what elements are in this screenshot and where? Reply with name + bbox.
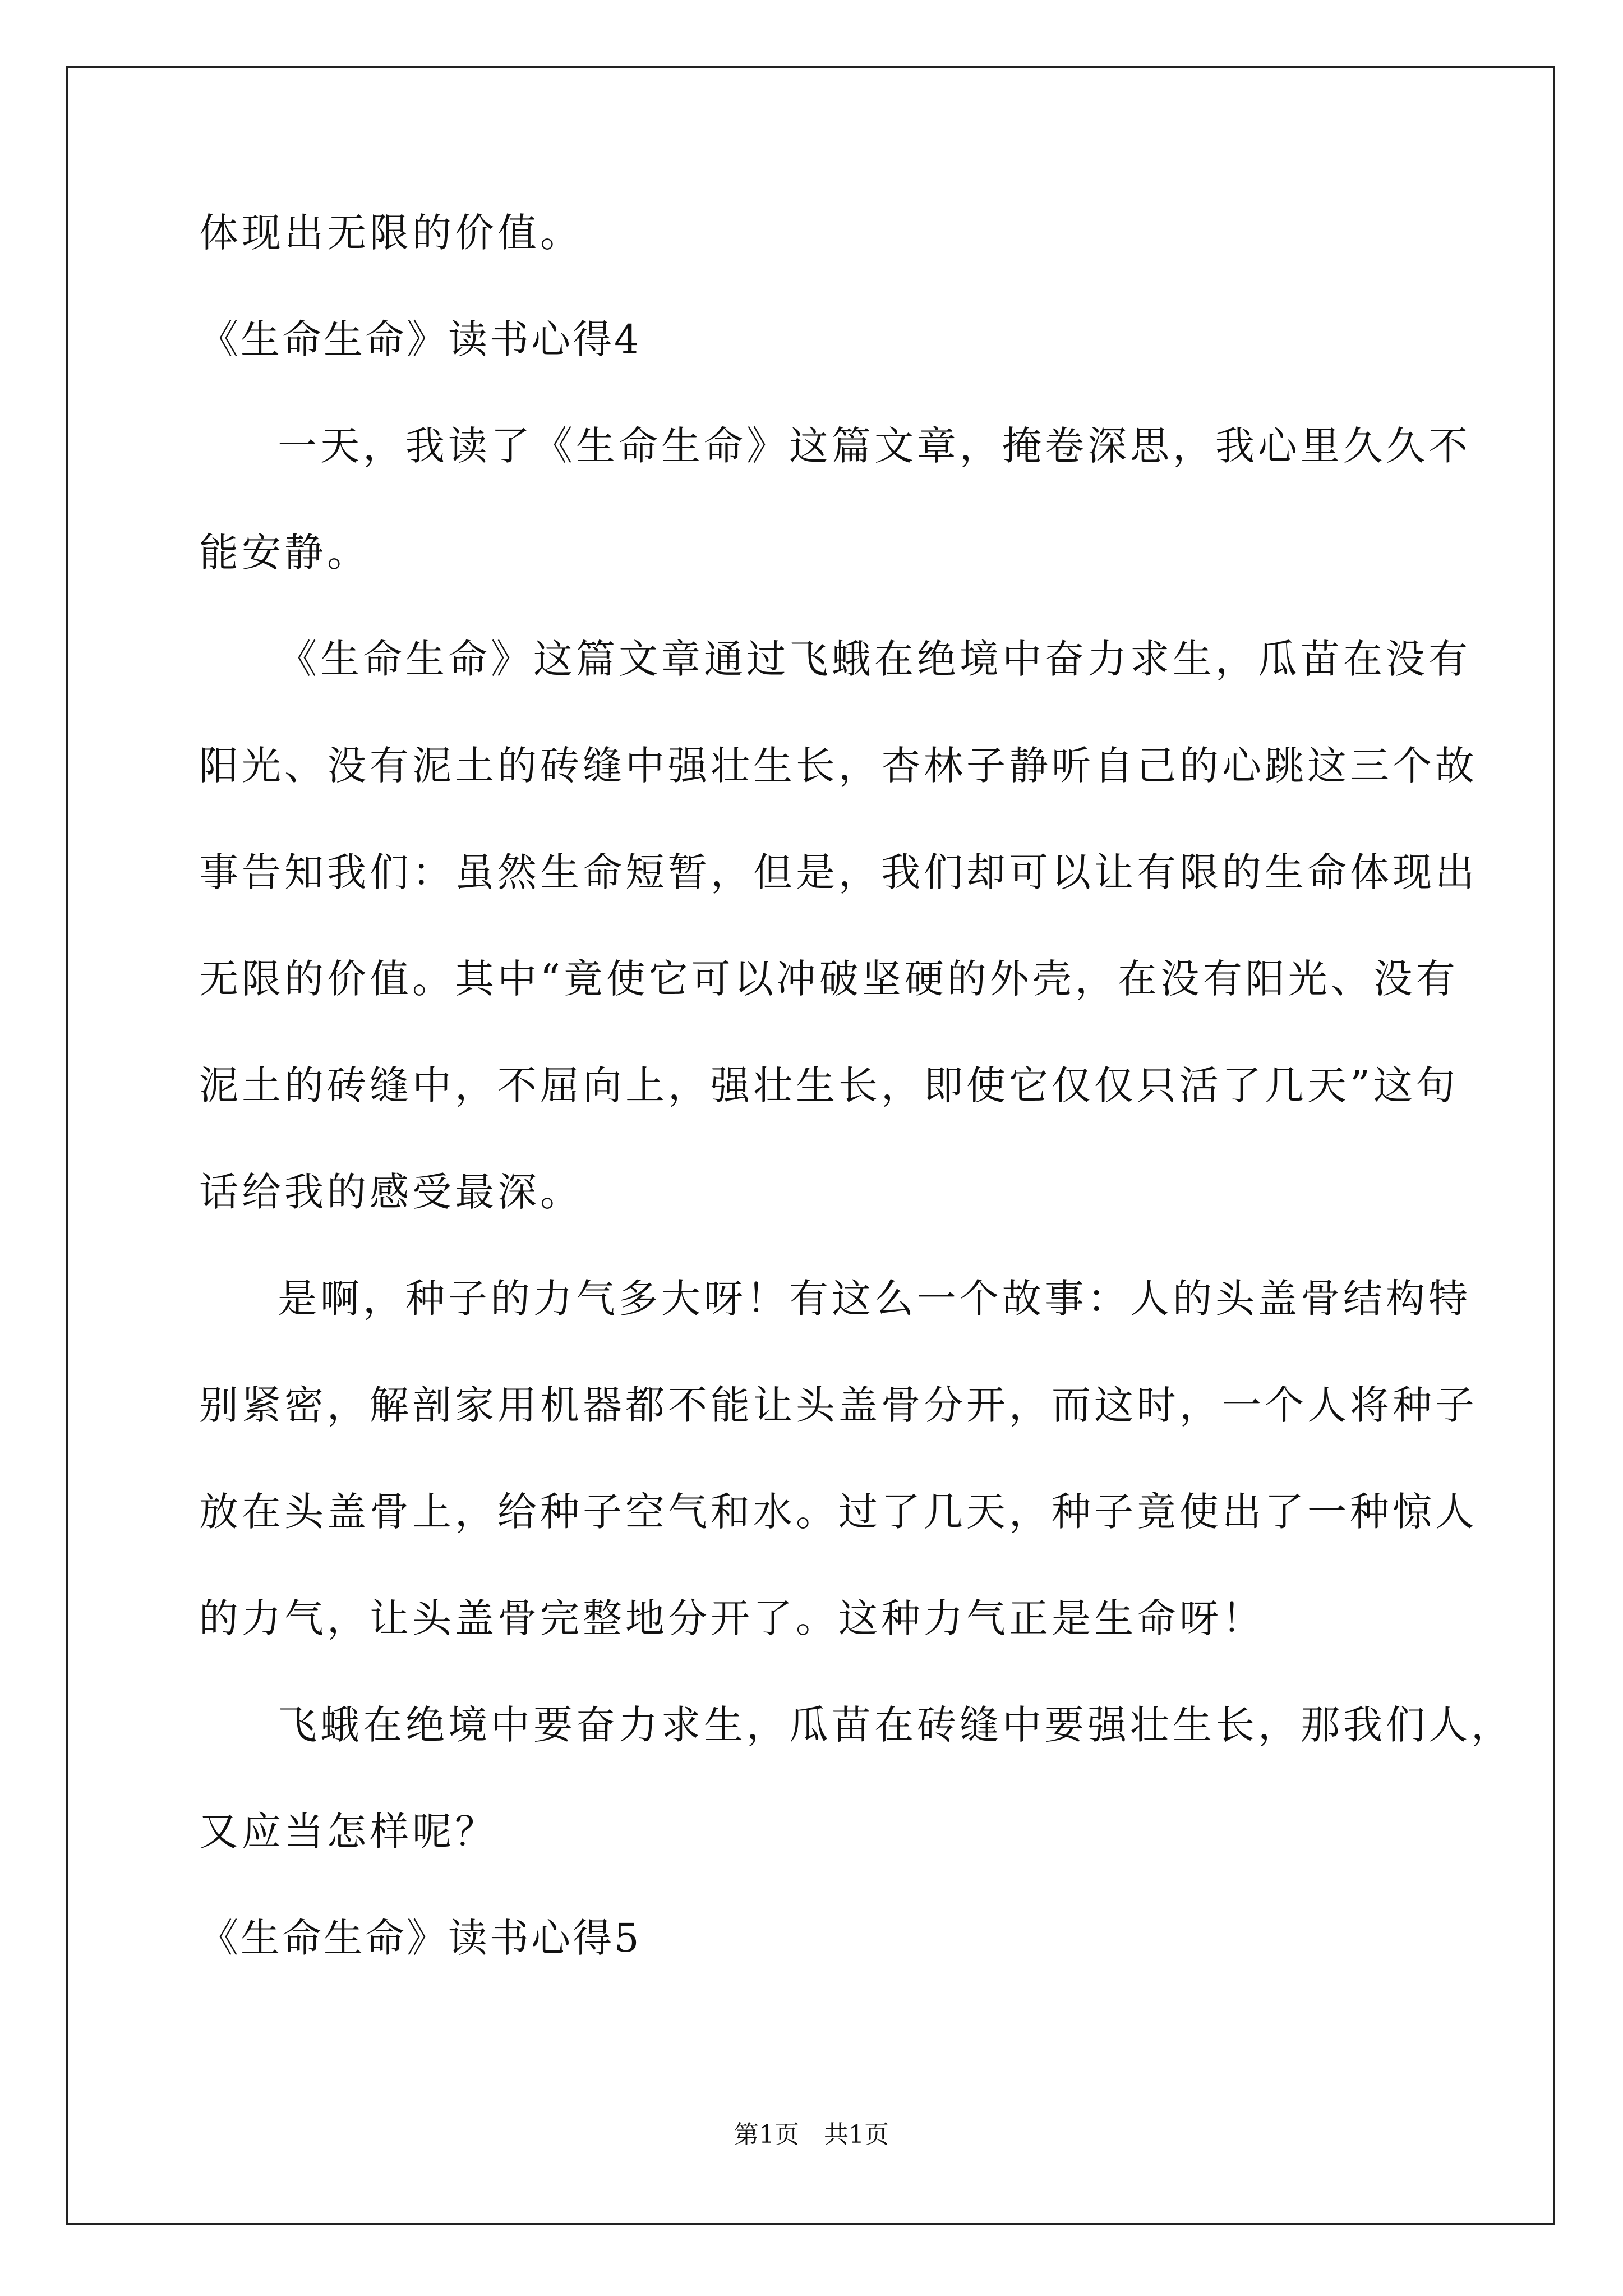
paragraph-line: 无限的价值。其中“竟使它可以冲破坚硬的外壳，在没有阳光、没有 bbox=[199, 956, 1459, 1002]
paragraph-line: 话给我的感受最深。 bbox=[199, 1169, 583, 1215]
paragraph-line: 又应当怎样呢？ bbox=[199, 1809, 497, 1855]
section-heading: 《生命生命》读书心得5 bbox=[199, 1915, 642, 1961]
page-number-footer: 第1页 共1页 bbox=[734, 2120, 889, 2149]
paragraph-line: 放在头盖骨上，给种子空气和水。过了几天，种子竟使出了一种惊人 bbox=[199, 1489, 1478, 1535]
paragraph-line: 是啊，种子的力气多大呀！有这么一个故事：人的头盖骨结构特 bbox=[278, 1276, 1471, 1322]
text-line: 体现出无限的价值。 bbox=[199, 210, 583, 256]
paragraph-line: 《生命生命》这篇文章通过飞蛾在绝境中奋力求生，瓜苗在没有 bbox=[278, 636, 1471, 682]
paragraph-line: 别紧密，解剖家用机器都不能让头盖骨分开，而这时，一个人将种子 bbox=[199, 1382, 1478, 1428]
paragraph-line: 阳光、没有泥土的砖缝中强壮生长，杏林子静听自己的心跳这三个故 bbox=[199, 743, 1478, 789]
paragraph-line: 飞蛾在绝境中要奋力求生，瓜苗在砖缝中要强壮生长，那我们人， bbox=[278, 1702, 1514, 1748]
paragraph-line: 能安静。 bbox=[199, 530, 370, 576]
paragraph-line: 的力气，让头盖骨完整地分开了。这种力气正是生命呀！ bbox=[199, 1595, 1265, 1641]
section-heading: 《生命生命》读书心得4 bbox=[199, 316, 642, 362]
paragraph-line: 一天，我读了《生命生命》这篇文章，掩卷深思，我心里久久不 bbox=[278, 423, 1471, 469]
paragraph-line: 泥土的砖缝中，不屈向上，强壮生长，即使它仅仅只活了几天”这句 bbox=[199, 1062, 1459, 1108]
paragraph-line: 事告知我们：虽然生命短暂，但是，我们却可以让有限的生命体现出 bbox=[199, 849, 1478, 895]
page-frame bbox=[66, 66, 1555, 2225]
